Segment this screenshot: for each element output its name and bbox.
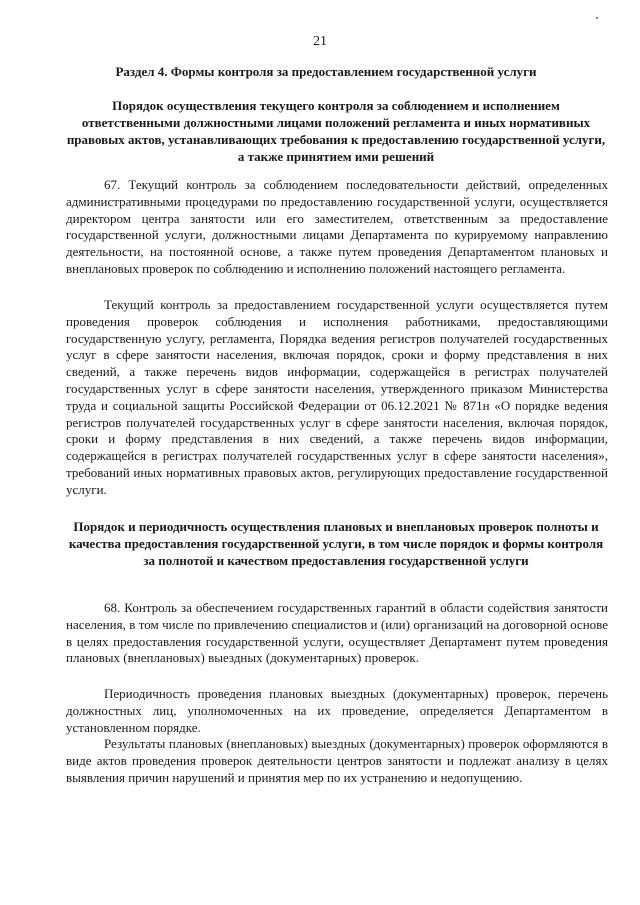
paragraph-68: 68. Контроль за обеспечением государственных гарантий в области содействия занятости населения, в том числе по привлечению специалистов и (или) организаций на договорной основе в целях предоставления государственной услуги, осуществляет Департамент путем проведения плановых (внеплановых) выездных (документарных) проверок. <box>66 600 608 666</box>
paragraph-67: 67. Текущий контроль за соблюдением последовательности действий, определенных административными процедурами по предоставлению государственной услуги, осуществляется директором центра занятости или его заместителем, ответственным за предоставление государственной услуги, должностными лицами Департамента по курируемому направлению деятельности, на постоянной основе, а также путем проведения Департаментом плановых и внеплановых проверок по соблюдению и исполнению положений настоящего регламента. <box>66 177 608 276</box>
page-number: 21 <box>313 34 327 49</box>
scan-mark <box>596 17 598 19</box>
paragraph-periodicity: Периодичность проведения плановых выездных (документарных) проверок, перечень должностных лиц, уполномоченных на их проведение, определяется Департаментом в установленном порядке. <box>66 686 608 735</box>
section-title: Раздел 4. Формы контроля за предоставлением государственной услуги <box>115 64 537 79</box>
subheading-current-control: Порядок осуществления текущего контроля за соблюдением и исполнением ответственными должностными лицами положений регламента и иных нормативных правовых актов, устанавливающих требования к предоставлению государственной услуги, а также принятием ими решений <box>66 98 606 164</box>
paragraph-current-control-details: Текущий контроль за предоставлением государственной услуги осуществляется путем проведения проверок соблюдения и исполнения работниками, предоставляющими государственную услугу, регламента, Порядка ведения регистров получателей государственных услуг в сфере занятости населения, включая порядок, сроки и форму представления в них сведений, а также перечень видов информации, содержащейся в регистрах получателей государственных услуг в сфере занятости населения, утвержденного приказом Министерства труда и социальной защиты Российской Федерации от 06.12.2021 № 871н «О порядке ведения регистров получателей государственных услуг в сфере занятости населения, включая порядок, сроки и форму представления в них сведений, а также перечень видов информации, содержащейся в регистрах получателей государственных услуг в сфере занятости населения», требований иных нормативных правовых актов, регулирующих предоставление государственной услуги. <box>66 297 608 497</box>
paragraph-results: Результаты плановых (внеплановых) выездных (документарных) проверок оформляются в виде актов проведения проверок деятельности центров занятости и подлежат анализу в целях выявления причин нарушений и принятия мер по их устранению и недопущению. <box>66 736 608 785</box>
subheading-inspections: Порядок и периодичность осуществления плановых и внеплановых проверок полноты и качества предоставления государственной услуги, в том числе порядок и формы контроля за полнотой и качеством предоставления государственной услуги <box>68 519 604 568</box>
